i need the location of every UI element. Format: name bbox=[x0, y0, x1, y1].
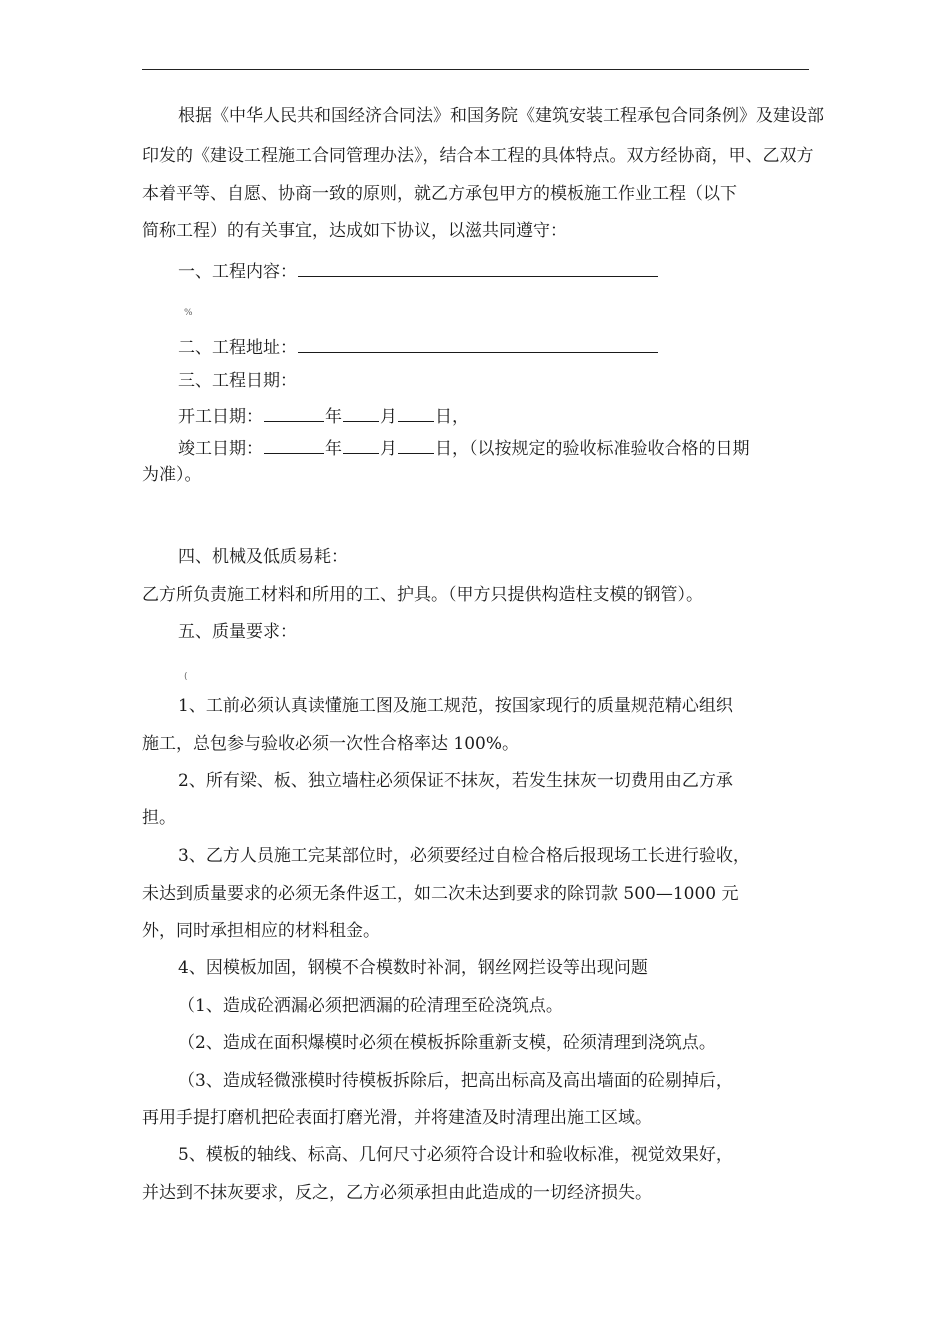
section-quality: 五、质量要求： bbox=[178, 622, 297, 642]
end-date-line bbox=[178, 435, 858, 459]
year-unit: 年 bbox=[325, 439, 342, 459]
intro-line-2: 印发的《建设工程施工合同管理办法》，结合本工程的具体特点。双方经协商，甲、乙双方 bbox=[142, 146, 814, 166]
quality-4-sub-1: （1、造成砼洒漏必须把洒漏的砼清理至砼浇筑点。 bbox=[178, 996, 563, 1016]
start-date-line bbox=[178, 403, 858, 427]
day-unit: 日， bbox=[435, 407, 469, 427]
start-day-blank[interactable] bbox=[398, 403, 434, 422]
quality-4-sub-2: （2、造成在面积爆模时必须在模板拆除重新支模，砼须清理到浇筑点。 bbox=[178, 1033, 716, 1053]
quality-3-line-1: 3、乙方人员施工完某部位时，必须要经过自检合格后报现场工长进行验收， bbox=[178, 846, 750, 866]
section-work-content bbox=[178, 258, 858, 282]
section-label: 二、工程地址： bbox=[178, 338, 297, 358]
quality-2-line-2: 担。 bbox=[142, 808, 176, 828]
quality-4-sub-3-cont: 再用手提打磨机把砼表面打磨光滑，并将建渣及时清理出施工区域。 bbox=[142, 1108, 652, 1128]
section-label: 一、工程内容： bbox=[178, 262, 297, 282]
intro-line-3: 本着平等、自愿、协商一致的原则，就乙方承包甲方的模板施工作业工程（以下 bbox=[142, 184, 737, 204]
start-year-blank[interactable] bbox=[264, 403, 324, 422]
quality-4-sub-3: （3、造成轻微涨模时待模板拆除后，把高出标高及高出墙面的砼剔掉后， bbox=[178, 1071, 733, 1091]
quality-1-line-2: 施工，总包参与验收必须一次性合格率达 100%。 bbox=[142, 734, 520, 754]
end-date-label: 竣工日期： bbox=[178, 439, 263, 459]
quality-3-line-3: 外，同时承担相应的材料租金。 bbox=[142, 921, 380, 941]
end-month-blank[interactable] bbox=[343, 435, 379, 454]
stray-mark: % bbox=[184, 308, 193, 318]
quality-3-line-2: 未达到质量要求的必须无条件返工，如二次未达到要求的除罚款 500—1000 元 bbox=[142, 884, 739, 904]
work-address-blank[interactable] bbox=[298, 334, 658, 353]
machinery-text: 乙方所负责施工材料和所用的工、护具。（甲方只提供构造柱支模的钢管）。 bbox=[142, 585, 703, 605]
end-year-blank[interactable] bbox=[264, 435, 324, 454]
stray-mark: ( bbox=[184, 672, 188, 682]
section-work-address bbox=[178, 334, 858, 358]
quality-2-line-1: 2、所有梁、板、独立墙柱必须保证不抹灰，若发生抹灰一切费用由乙方承 bbox=[178, 771, 733, 791]
quality-4-line-1: 4、因模板加固，钢模不合模数时补洞，钢丝网拦设等出现问题 bbox=[178, 958, 648, 978]
start-month-blank[interactable] bbox=[343, 403, 379, 422]
end-day-blank[interactable] bbox=[398, 435, 434, 454]
month-unit: 月 bbox=[380, 439, 397, 459]
intro-line-4: 简称工程）的有关事宜，达成如下协议，以滋共同遵守： bbox=[142, 221, 567, 241]
month-unit: 月 bbox=[380, 407, 397, 427]
section-machinery: 四、机械及低质易耗： bbox=[178, 547, 348, 567]
work-content-blank[interactable] bbox=[298, 258, 658, 277]
quality-1-line-1: 1、工前必须认真读懂施工图及施工规范，按国家现行的质量规范精心组织 bbox=[178, 696, 733, 716]
day-unit-note: 日，（以按规定的验收标准验收合格的日期 bbox=[435, 439, 750, 459]
start-date-label: 开工日期： bbox=[178, 407, 263, 427]
header-rule bbox=[142, 69, 809, 70]
end-date-cont: 为准）。 bbox=[142, 465, 202, 485]
section-work-dates: 三、工程日期： bbox=[178, 371, 297, 391]
quality-5-line-2: 并达到不抹灰要求，反之，乙方必须承担由此造成的一切经济损失。 bbox=[142, 1183, 652, 1203]
quality-5-line-1: 5、模板的轴线、标高、几何尺寸必须符合设计和验收标准，视觉效果好， bbox=[178, 1145, 733, 1165]
intro-line-1: 根据《中华人民共和国经济合同法》和国务院《建筑安装工程承包合同条例》及建设部 bbox=[178, 106, 824, 126]
year-unit: 年 bbox=[325, 407, 342, 427]
